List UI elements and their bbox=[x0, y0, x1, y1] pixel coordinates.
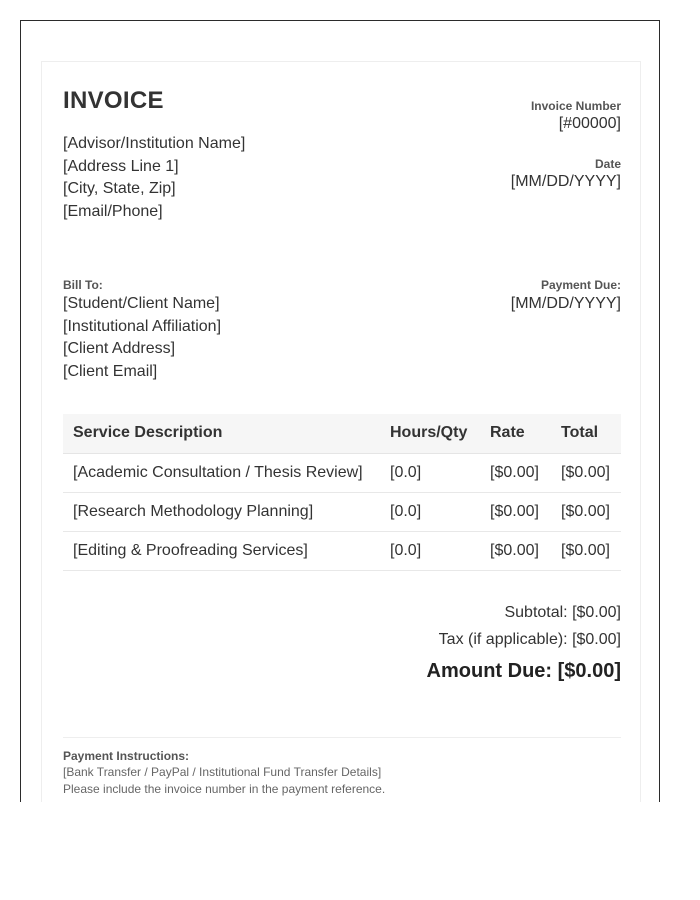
row-total: [$0.00] bbox=[551, 492, 621, 531]
sender-contact: [Email/Phone] bbox=[63, 202, 163, 220]
row-hours: [0.0] bbox=[380, 453, 480, 492]
footer-divider bbox=[63, 737, 621, 738]
payment-instructions bbox=[63, 748, 385, 798]
sender-city-state-zip: [City, State, Zip] bbox=[63, 180, 176, 197]
row-description: [Academic Consultation / Thesis Review] bbox=[63, 453, 380, 492]
invoice-header bbox=[63, 87, 621, 247]
payment-due-value: [MM/DD/YYYY] bbox=[510, 295, 621, 312]
invoice-number-label: Invoice Number bbox=[530, 99, 621, 113]
row-description: [Editing & Proofreading Services] bbox=[63, 531, 380, 570]
services-table-body bbox=[63, 453, 621, 570]
meta-spacer bbox=[511, 135, 621, 157]
date-value: [MM/DD/YYYY] bbox=[510, 173, 621, 190]
bill-to-lines bbox=[63, 293, 221, 383]
invoice-content bbox=[63, 87, 621, 796]
payment-due-block bbox=[511, 278, 621, 315]
header-hours-qty: Hours/Qty bbox=[380, 414, 480, 453]
header-rate: Rate bbox=[480, 414, 551, 453]
invoice-number-value: [#00000] bbox=[558, 115, 621, 132]
services-table-header bbox=[63, 414, 621, 453]
invoice-title: INVOICE bbox=[63, 87, 164, 114]
bill-to-block bbox=[63, 278, 221, 383]
sender-name: [Advisor/Institution Name] bbox=[63, 135, 246, 152]
table-row bbox=[63, 453, 621, 492]
row-hours: [0.0] bbox=[380, 531, 480, 570]
row-description: [Research Methodology Planning] bbox=[63, 492, 380, 531]
bill-to-label: Bill To: bbox=[63, 278, 103, 292]
payment-instructions-note: Please include the invoice number in the payment reference. bbox=[63, 782, 386, 796]
row-rate: [$0.00] bbox=[480, 531, 551, 570]
subtotal: Subtotal: [$0.00] bbox=[504, 604, 621, 621]
payment-due-label: Payment Due: bbox=[540, 278, 621, 292]
table-row bbox=[63, 492, 621, 531]
header-row bbox=[63, 414, 621, 453]
sender-address-line-1: [Address Line 1] bbox=[63, 157, 179, 175]
page-frame bbox=[20, 20, 660, 802]
payment-instructions-details: [Bank Transfer / PayPal / Institutional Fund Transfer Details] bbox=[63, 765, 382, 779]
table-row bbox=[63, 531, 621, 570]
amount-due: Amount Due: [$0.00] bbox=[426, 660, 621, 682]
row-total: [$0.00] bbox=[551, 531, 621, 570]
date-label: Date bbox=[594, 157, 621, 171]
row-hours: [0.0] bbox=[380, 492, 480, 531]
client-email: [Client Email] bbox=[63, 362, 158, 380]
row-rate: [$0.00] bbox=[480, 453, 551, 492]
header-total: Total bbox=[551, 414, 621, 453]
services-table bbox=[63, 414, 621, 571]
header-service-description: Service Description bbox=[63, 414, 380, 453]
sender-details bbox=[63, 133, 245, 223]
client-address: [Client Address] bbox=[63, 340, 176, 357]
tax: Tax (if applicable): [$0.00] bbox=[438, 631, 621, 648]
billing-section bbox=[63, 278, 621, 408]
row-rate: [$0.00] bbox=[480, 492, 551, 531]
payment-instructions-label: Payment Instructions: bbox=[63, 749, 190, 763]
client-affiliation: [Institutional Affiliation] bbox=[63, 317, 222, 335]
row-total: [$0.00] bbox=[551, 453, 621, 492]
client-name: [Student/Client Name] bbox=[63, 295, 220, 312]
totals-block bbox=[427, 599, 621, 683]
invoice-card bbox=[41, 61, 641, 802]
invoice-meta bbox=[511, 99, 621, 193]
